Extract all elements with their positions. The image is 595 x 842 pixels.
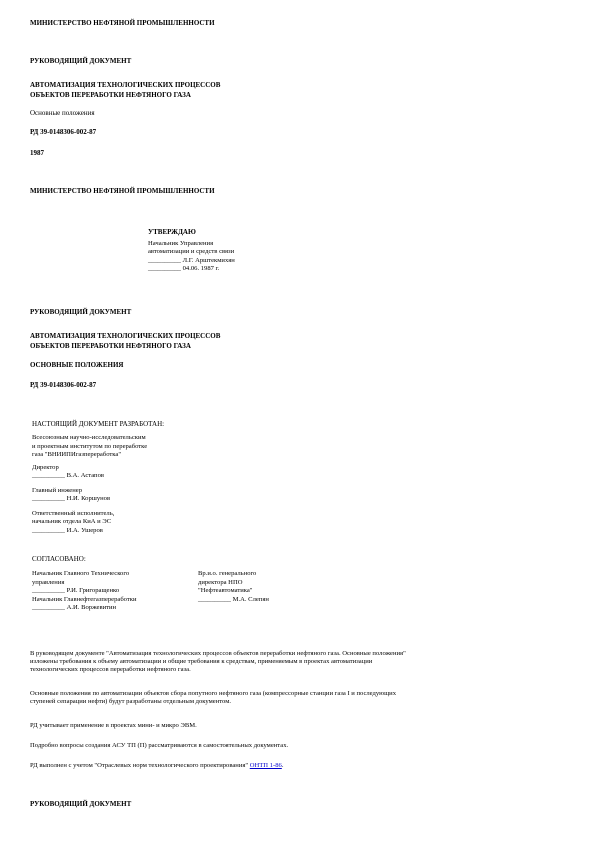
doc-title-line-1: АВТОМАТИЗАЦИЯ ТЕХНОЛОГИЧЕСКИХ ПРОЦЕССОВ bbox=[30, 81, 221, 89]
developed-heading: НАСТОЯЩИЙ ДОКУМЕНТ РАЗРАБОТАН: bbox=[32, 420, 165, 428]
developer-org-line-2: и проектным институтом по переработке bbox=[32, 442, 148, 450]
approve-line-2: автоматизации и средств связи bbox=[148, 248, 235, 255]
approve-signature: __________ Л.Г. Арштекмихян bbox=[148, 256, 235, 264]
executor-signature: __________ И.А. Ушеров bbox=[32, 526, 103, 534]
approve-heading: УТВЕРЖДАЮ bbox=[148, 228, 196, 236]
agreed-left-1-signature: __________ Р.И. Григоращенко bbox=[32, 587, 120, 594]
ministry-heading: МИНИСТЕРСТВО НЕФТЯНОЙ ПРОМЫШЛЕННОСТИ bbox=[30, 19, 215, 27]
agreed-left-block bbox=[32, 570, 137, 613]
paragraph-2 bbox=[30, 690, 396, 706]
doc-type-2: РУКОВОДЯЩИЙ ДОКУМЕНТ bbox=[30, 308, 132, 316]
ontp-link[interactable]: ОНТП 1-86 bbox=[249, 762, 282, 769]
agreed-left-1a: Начальник Главного Технического bbox=[32, 570, 130, 577]
agreed-right-3: "Нефтеавтоматика" bbox=[198, 587, 253, 594]
paragraph-1-line-2: изложены требования к объему автоматизации и общие требования к средствам, применяемым в проектах автоматизации bbox=[30, 658, 373, 666]
footer-doc-type: РУКОВОДЯЩИЙ ДОКУМЕНТ bbox=[30, 800, 132, 808]
paragraph-2-line-2: ступеней сепарации нефти) будут разработаны отдельным документом. bbox=[30, 698, 232, 706]
executor-role-2: начальник отдела КиА и ЭС bbox=[32, 518, 112, 525]
director-role: Директор bbox=[32, 463, 59, 471]
approve-date: __________ 04.06. 1987 г. bbox=[148, 265, 220, 272]
chief-engineer-signature: __________ Н.И. Коршунов bbox=[32, 495, 111, 502]
developed-block bbox=[32, 434, 147, 535]
doc-subtitle-2: ОСНОВНЫЕ ПОЛОЖЕНИЯ bbox=[30, 361, 124, 369]
paragraph-1 bbox=[30, 650, 406, 675]
approve-line-1: Начальник Управления bbox=[148, 239, 214, 247]
agreed-left-2a: Начальник Главнефтегазпереработки bbox=[32, 595, 137, 603]
doc-type: РУКОВОДЯЩИЙ ДОКУМЕНТ bbox=[30, 57, 132, 65]
agreed-right-2: директора НПО bbox=[198, 578, 243, 586]
agreed-heading: СОГЛАСОВАНО: bbox=[32, 555, 86, 563]
doc-title-2-line-2: ОБЪЕКТОВ ПЕРЕРАБОТКИ НЕФТЯНОГО ГАЗА bbox=[30, 342, 191, 350]
executor-role-1: Ответственный исполнитель, bbox=[32, 509, 115, 517]
approval-block bbox=[148, 228, 235, 274]
paragraph-3: РД учитывает применение в проектах мини- и микро ЭВМ. bbox=[30, 722, 197, 729]
developer-org-line-1: Всесоюзным научно-исследовательским bbox=[32, 434, 146, 441]
paragraph-2-line-1: Основные положения по автоматизации объектов сбора попутного нефтяного газа (компрессорные станции газа I и последующих bbox=[30, 690, 396, 697]
doc-code: РД 39-0148306-002-87 bbox=[30, 128, 97, 136]
paragraph-1-line-1: В руководящем документе "Автоматизация технологических процессов объектов переработки нефтяного газа. Основные положения" bbox=[30, 650, 406, 657]
paragraph-5-end: . bbox=[281, 762, 284, 769]
agreed-right-block bbox=[198, 570, 269, 604]
doc-code-2: РД 39-0148306-002-87 bbox=[30, 381, 97, 389]
doc-title-line-2: ОБЪЕКТОВ ПЕРЕРАБОТКИ НЕФТЯНОГО ГАЗА bbox=[30, 91, 191, 99]
paragraph-1-line-3: технологических процессов переработки нефтяного газа. bbox=[30, 666, 191, 674]
doc-subtitle: Основные положения bbox=[30, 109, 95, 117]
paragraph-5 bbox=[30, 762, 283, 770]
paragraph-5-text: РД выполнен с учетом "Отраслевых норм технологического проектирования" bbox=[30, 762, 249, 769]
director-signature: __________ В.А. Астапов bbox=[32, 472, 104, 479]
agreed-left-2-signature: __________ А.И. Воржевитин bbox=[32, 604, 117, 611]
doc-year: 1987 bbox=[30, 149, 44, 157]
agreed-right-signature: __________ М.А. Слепян bbox=[198, 595, 269, 603]
developer-org-line-3: газа "ВНИИПИгазпереработка" bbox=[32, 451, 122, 458]
doc-title-2-line-1: АВТОМАТИЗАЦИЯ ТЕХНОЛОГИЧЕСКИХ ПРОЦЕССОВ bbox=[30, 332, 221, 340]
chief-engineer-role: Главный инженер bbox=[32, 486, 82, 494]
ministry-heading-2: МИНИСТЕРСТВО НЕФТЯНОЙ ПРОМЫШЛЕННОСТИ bbox=[30, 187, 215, 195]
agreed-left-1b: управления bbox=[32, 578, 65, 586]
paragraph-4: Подробно вопросы создания АСУ ТП (П) рассматриваются в самостоятельных документах. bbox=[30, 742, 289, 749]
agreed-right-1: Вр.и.о. генерального bbox=[198, 570, 257, 577]
